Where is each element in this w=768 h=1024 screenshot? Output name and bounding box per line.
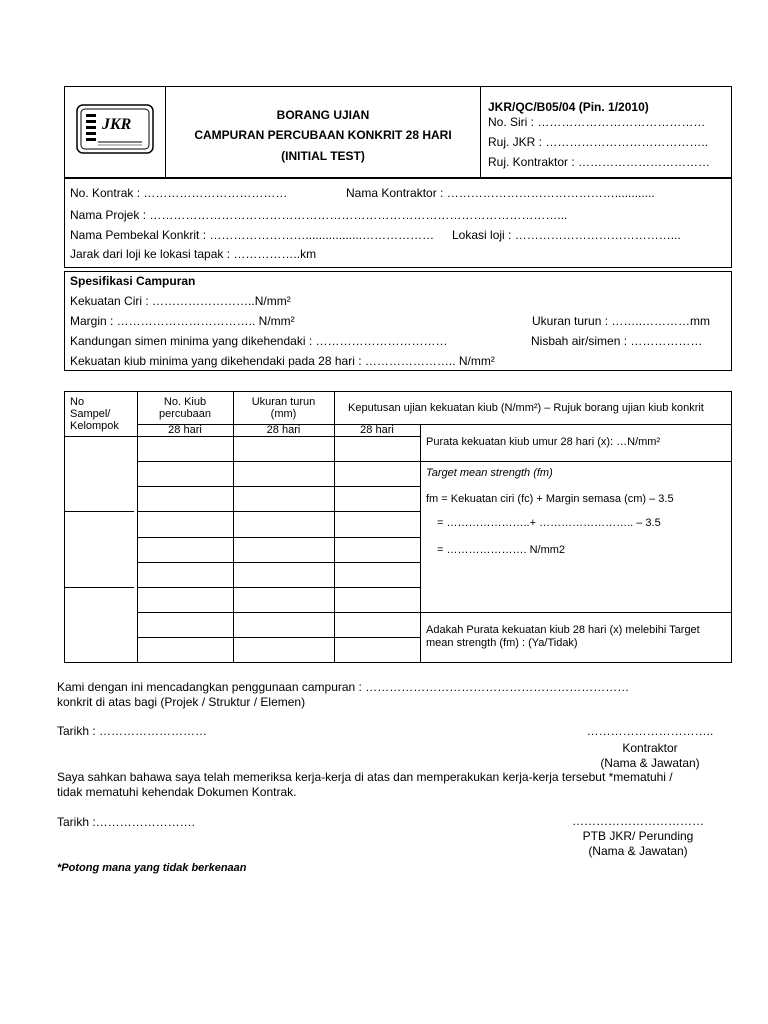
- tarikh-ptb-field[interactable]: Tarikh :…………………….: [57, 815, 196, 829]
- adakah-top-line: [420, 612, 732, 613]
- nisbah-field[interactable]: Nisbah air/simen : ………………: [531, 334, 703, 348]
- col-header-ukuran-turun: Ukuran turun (mm): [251, 396, 316, 420]
- lokasi-loji-field[interactable]: Lokasi loji : …………………………………...: [452, 228, 681, 242]
- form-code: JKR/QC/B05/04 (Pin. 1/2010): [488, 100, 649, 114]
- nama-projek-field[interactable]: Nama Projek : …………………………………………………………………………………………...: [70, 208, 568, 222]
- ruj-kontraktor-field[interactable]: Ruj. Kontraktor : ……………………………: [488, 155, 711, 169]
- sub-header-28hari-3: 28 hari: [360, 424, 394, 436]
- header-bottom-line: [64, 436, 420, 437]
- row-line-8: [137, 637, 420, 638]
- no-siri-field[interactable]: No. Siri : ……………………………………: [488, 115, 706, 129]
- pengesahan-text: Saya sahkan bahawa saya telah memeriksa kerja-kerja di atas dan memperakukan kerja-kerja tersebut *mematuhi / tidak mematuhi kehendak Dokumen Kontrak.: [57, 770, 673, 799]
- purata-bottom-line: [420, 461, 732, 462]
- row-line-5: [137, 562, 420, 563]
- row-line-3: [137, 511, 420, 512]
- formula-eq-2[interactable]: = …………………. N/mm2: [437, 544, 566, 556]
- cadangan-text[interactable]: Kami dengan ini mencadangkan penggunaan campuran : ………………………………………………………… konkrit di atas bagi (Projek / Struktur / Elemen): [57, 680, 630, 709]
- nama-pembekal-field[interactable]: Nama Pembekal Konkrit : …………………….................………………: [70, 228, 435, 242]
- col-header-keputusan: Keputusan ujian kekuatan kiub (N/mm²) – Rujuk borang ujian kiub konkrit: [348, 402, 704, 414]
- nama-kontraktor-field[interactable]: Nama Kontraktor : ……………………………………............: [346, 186, 655, 200]
- no-kontrak-field[interactable]: No. Kontrak : ………………………………: [70, 186, 288, 200]
- kontraktor-signature[interactable]: ………………………….. Kontraktor (Nama & Jawatan): [586, 724, 714, 770]
- kekuatan-ciri-field[interactable]: Kekuatan Ciri : ……………………..N/mm²: [70, 294, 291, 308]
- spec-heading: Spesifikasi Campuran: [70, 274, 196, 288]
- col-divider-4: [420, 424, 421, 663]
- formula-eq-1[interactable]: = …………………..+ …………………….. – 3.5: [437, 517, 661, 529]
- kekuatan-kiub-field[interactable]: Kekuatan kiub minima yang dikehendaki pada 28 hari : ………………….. N/mm²: [70, 354, 495, 368]
- jkr-logo: [76, 104, 154, 154]
- ruj-jkr-field[interactable]: Ruj. JKR : …………………………………..: [488, 135, 709, 149]
- form-title-2: CAMPURAN PERCUBAAN KONKRIT 28 HARI: [194, 128, 452, 142]
- purata-top-line: [420, 424, 732, 425]
- margin-field[interactable]: Margin : …………………………….. N/mm²: [70, 314, 295, 328]
- purata-field[interactable]: Purata kekuatan kiub umur 28 hari (x): …N/mm²: [426, 436, 661, 448]
- ptb-signature[interactable]: …………………………… PTB JKR/ Perunding (Nama & Jawatan): [572, 814, 704, 858]
- col-header-no-kiub: No. Kiub percubaan: [159, 396, 211, 420]
- row-line-2: [137, 486, 420, 487]
- col-header-no-sampel: No Sampel/ Kelompok: [70, 396, 119, 432]
- form-title: BORANG UJIAN: [276, 108, 370, 122]
- group-line-2: [64, 587, 134, 588]
- row-line-4: [137, 537, 420, 538]
- group-line-1: [64, 511, 134, 512]
- footnote: *Potong mana yang tidak berkenaan: [57, 862, 247, 874]
- ukuran-turun-field[interactable]: Ukuran turun : ……..…………mm: [532, 314, 711, 328]
- sub-header-28hari-2: 28 hari: [266, 424, 301, 436]
- sub-header-28hari-1: 28 hari: [168, 424, 202, 436]
- row-line-6: [137, 587, 420, 588]
- formula-text: fm = Kekuatan ciri (fc) + Margin semasa (cm) – 3.5: [426, 493, 674, 505]
- form-title-3: (INITIAL TEST): [281, 149, 365, 163]
- jarak-field[interactable]: Jarak dari loji ke lokasi tapak : ……………..km: [70, 247, 317, 261]
- header-divider-right: [480, 86, 481, 178]
- target-mean-heading: Target mean strength (fm): [426, 467, 553, 479]
- adakah-question[interactable]: Adakah Purata kekuatan kiub 28 hari (x) melebihi Target mean strength (fm) : (Ya/Tidak): [426, 624, 700, 649]
- tarikh-kontraktor-field[interactable]: Tarikh : ………………………: [57, 724, 208, 738]
- row-line-1: [137, 461, 420, 462]
- logo-text: JKR: [102, 116, 132, 133]
- kandungan-simen-field[interactable]: Kandungan simen minima yang dikehendaki : ……………………………: [70, 334, 448, 348]
- row-line-7: [137, 612, 420, 613]
